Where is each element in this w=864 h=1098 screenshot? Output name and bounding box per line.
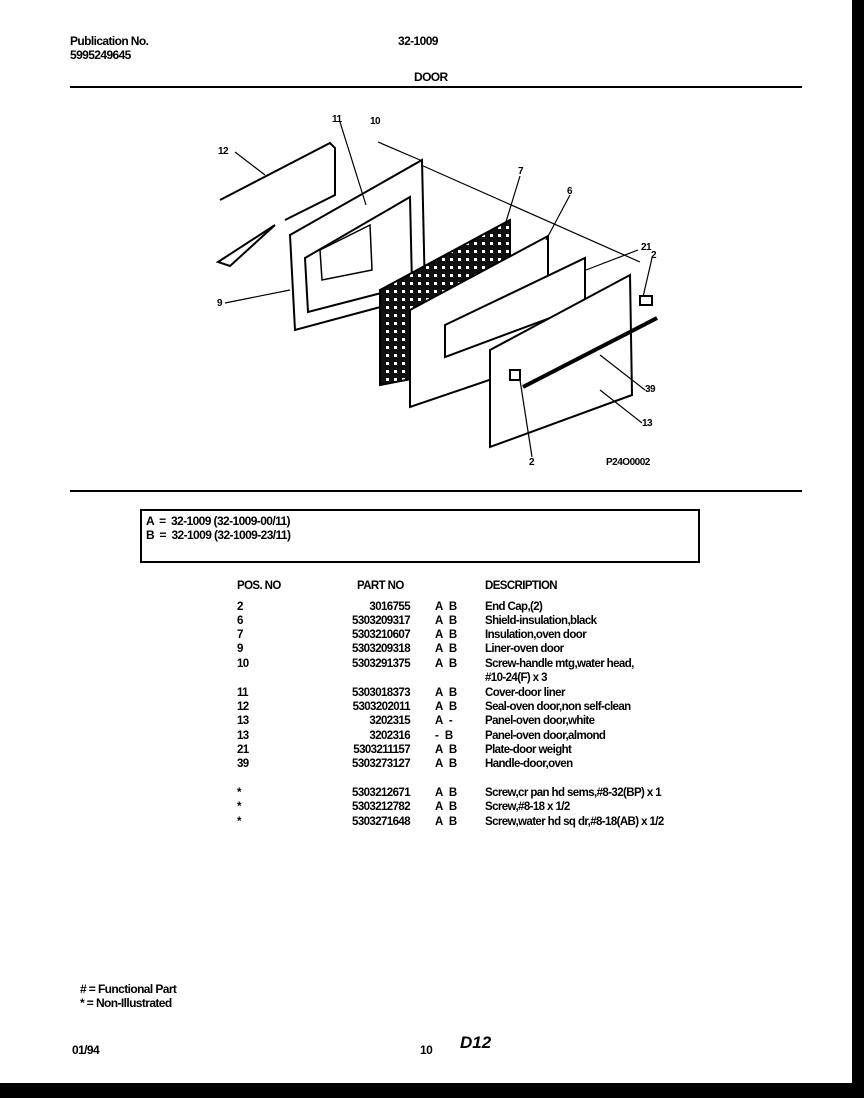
- publication-number: 5995249645: [70, 48, 131, 62]
- model-applicability: A B: [435, 744, 457, 756]
- part-no: 5303212782: [352, 801, 410, 813]
- callout-2-bottom: 2: [529, 457, 535, 468]
- footer-date: 01/94: [72, 1043, 100, 1057]
- pos-no: 2: [237, 601, 243, 613]
- pos-no: 12: [237, 701, 249, 713]
- pos-no: 39: [237, 758, 249, 770]
- table-row: [230, 701, 710, 715]
- model-key: A: [146, 514, 154, 528]
- description: Handle-door,oven: [485, 758, 573, 770]
- description: Screw-handle mtg,water head,: [485, 658, 634, 670]
- model-value: 32-1009 (32-1009-00/11): [170, 514, 290, 528]
- callout-9: 9: [217, 298, 223, 309]
- callout-39: 39: [645, 384, 656, 395]
- model-applicability: A B: [435, 687, 457, 699]
- description: Liner-oven door: [485, 643, 564, 655]
- description: Screw,water hd sq dr,#8-18(AB) x 1/2: [485, 816, 664, 828]
- table-row: [230, 687, 710, 701]
- model-applicability: A B: [435, 816, 457, 828]
- callout-6: 6: [567, 186, 573, 197]
- model-b: [146, 529, 290, 542]
- part-no: 5303202011: [352, 701, 410, 713]
- description: Screw,#8-18 x 1/2: [485, 801, 570, 813]
- pos-no: 11: [237, 687, 248, 699]
- model-applicability: A B: [435, 643, 457, 655]
- description: Plate-door weight: [485, 744, 572, 756]
- table-row: [230, 629, 710, 643]
- description: Cover-door liner: [485, 687, 565, 699]
- table-row: [230, 816, 710, 830]
- pos-no: 13: [237, 715, 249, 727]
- model-applicability: A B: [435, 601, 457, 613]
- table-row: [230, 672, 710, 686]
- pos-no: *: [237, 816, 241, 828]
- footnote-non-illustrated: * = Non-Illustrated: [80, 996, 172, 1010]
- table-row: [230, 801, 710, 815]
- callout-13: 13: [642, 418, 653, 429]
- model-applicability: A B: [435, 629, 457, 641]
- pos-no: *: [237, 801, 241, 813]
- pos-no: *: [237, 787, 241, 799]
- section-code: D12: [460, 1033, 492, 1052]
- table-row: [230, 787, 710, 801]
- header-pos-no: POS. NO: [237, 580, 281, 592]
- pos-no: 7: [237, 629, 243, 641]
- figure-id: P24O0002: [606, 457, 650, 468]
- description: #10-24(F) x 3: [485, 672, 547, 684]
- model-number: 32-1009: [398, 34, 438, 48]
- callout-2-top: 2: [651, 250, 657, 261]
- description: Panel-oven door,white: [485, 715, 595, 727]
- table-row: [230, 658, 710, 672]
- part-no: 5303209317: [352, 615, 410, 627]
- part-no: 5303212671: [352, 787, 410, 799]
- callout-11: 11: [332, 114, 342, 125]
- table-row: [230, 643, 710, 657]
- description: Panel-oven door,almond: [485, 730, 606, 742]
- callout-7: 7: [518, 166, 524, 177]
- model-applicability: A -: [435, 715, 453, 727]
- model-value: 32-1009 (32-1009-23/11): [171, 528, 291, 542]
- model-a: [146, 515, 290, 528]
- model-applicability: A B: [435, 758, 457, 770]
- footnote-functional: # = Functional Part: [80, 982, 177, 996]
- pos-no: 13: [237, 730, 249, 742]
- part-no: 5303273127: [352, 758, 410, 770]
- part-no: 5303210607: [352, 629, 410, 641]
- description: Screw,cr pan hd sems,#8-32(BP) x 1: [485, 787, 662, 799]
- page-number: 10: [420, 1043, 433, 1057]
- scan-border-bottom: [0, 1083, 864, 1098]
- header-description: DESCRIPTION: [485, 580, 557, 592]
- model-applicability: A B: [435, 658, 457, 670]
- model-applicability: A B: [435, 701, 457, 713]
- pos-no: 10: [237, 658, 249, 670]
- model-eq: =: [159, 514, 166, 528]
- callout-12: 12: [218, 146, 229, 157]
- model-key: B: [146, 528, 155, 542]
- model-eq: =: [159, 528, 166, 542]
- part-no: 5303211157: [353, 744, 410, 756]
- pos-no: 6: [237, 615, 243, 627]
- exploded-door-diagram: [0, 0, 864, 490]
- door-seal: [218, 143, 335, 266]
- part-no: 3202315: [369, 715, 410, 727]
- part-no: 5303291375: [352, 658, 410, 670]
- part-no: 3202316: [369, 730, 410, 742]
- table-row: [230, 758, 710, 772]
- table-row: [230, 715, 710, 729]
- table-row: [230, 730, 710, 744]
- table-row: [230, 615, 710, 629]
- pos-no: 21: [237, 744, 249, 756]
- callout-10: 10: [370, 116, 381, 127]
- table-row: [230, 744, 710, 758]
- model-applicability: A B: [435, 801, 457, 813]
- description: Insulation,oven door: [485, 629, 587, 641]
- pos-no: 9: [237, 643, 243, 655]
- callout-21: 21: [641, 242, 652, 253]
- header-part-no: PART NO: [357, 580, 404, 592]
- part-no: 3016755: [369, 601, 410, 613]
- model-applicability: - B: [435, 730, 453, 742]
- diagram-rule: [70, 490, 802, 492]
- section-title: DOOR: [414, 70, 448, 84]
- model-applicability: A B: [435, 787, 457, 799]
- part-no: 5303018373: [352, 687, 410, 699]
- table-header: [230, 580, 710, 594]
- description: End Cap,(2): [485, 601, 543, 613]
- end-cap: [640, 296, 652, 305]
- model-applicability: A B: [435, 615, 457, 627]
- part-no: 5303271648: [352, 816, 410, 828]
- description: Shield-insulation,black: [485, 615, 597, 627]
- table-row: [230, 601, 710, 615]
- description: Seal-oven door,non self-clean: [485, 701, 631, 713]
- publication-label: Publication No.: [70, 34, 149, 48]
- part-no: 5303209318: [352, 643, 410, 655]
